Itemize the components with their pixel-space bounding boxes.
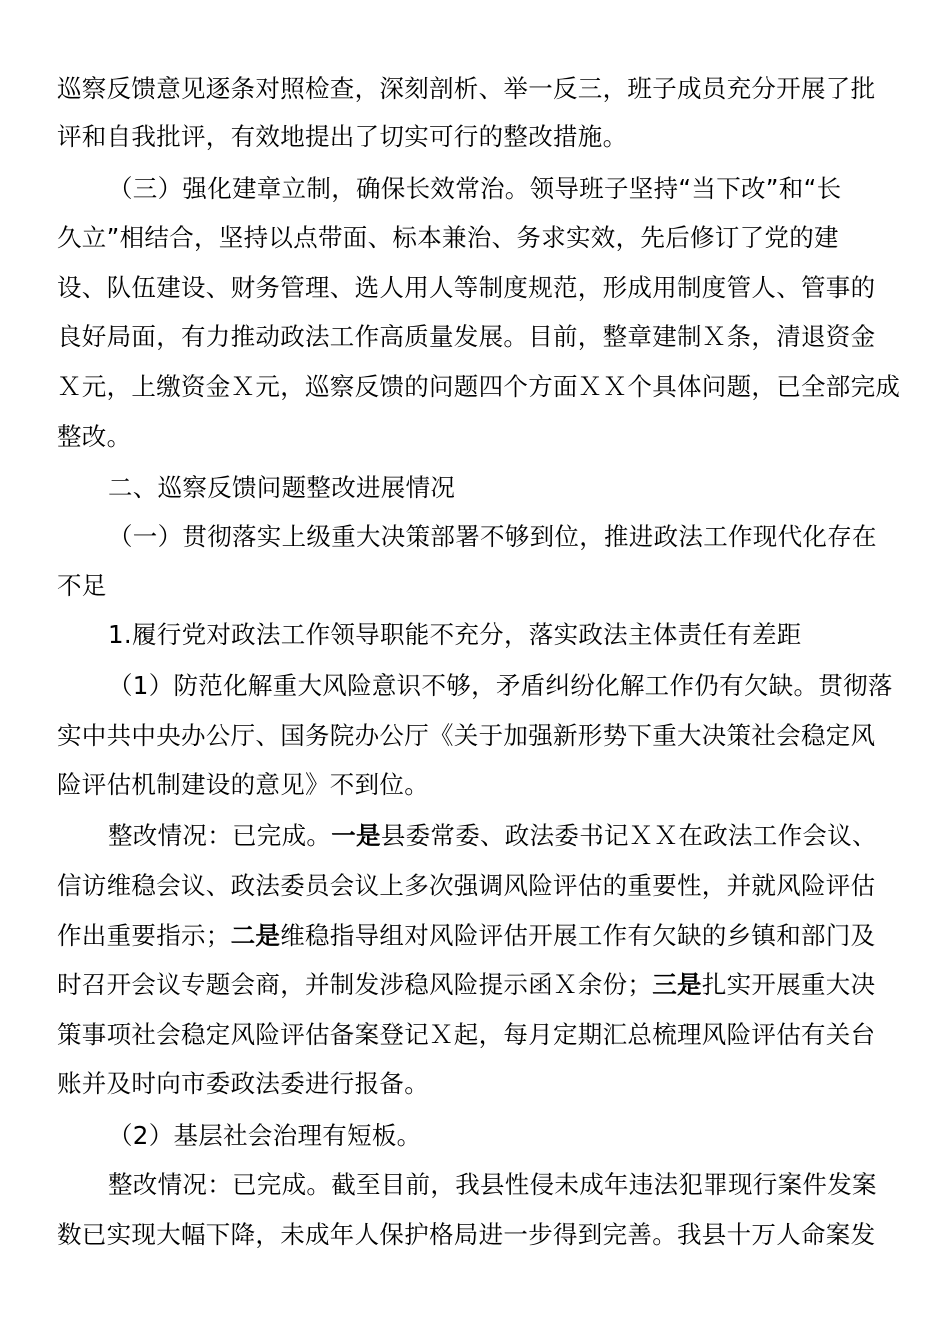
- text-line: 评和自我批评，有效地提出了切实可行的整改措施。: [57, 122, 628, 151]
- text-line: 数已实现大幅下降，未成年人保护格局进一步得到完善。我县十万人命案发: [57, 1220, 876, 1249]
- text-line: 不足: [57, 571, 107, 600]
- rectification-status: 整改情况：已完成。: [108, 821, 332, 850]
- item-heading-1: 1.履行党对政法工作领导职能不充分，落实政法主体责任有差距: [108, 620, 802, 649]
- rectification-paragraph-line: [57, 970, 875, 1000]
- text-line: 整改情况：已完成。截至目前，我县性侵未成年违法犯罪现行案件发案: [108, 1170, 877, 1199]
- text-line: 久立”相结合，坚持以点带面、标本兼治、务求实效，先后修订了党的建: [57, 223, 839, 252]
- subsection-heading-1: （一）贯彻落实上级重大决策部署不够到位，推进政法工作现代化存在: [108, 522, 877, 551]
- section-heading-2: 二、巡察反馈问题整改进展情况: [108, 473, 456, 502]
- second-point-label: 二是: [230, 921, 281, 950]
- text-span: 扎实开展重大决: [701, 970, 876, 999]
- text-span: 作出重要指示；: [57, 921, 231, 950]
- text-line: 险评估机制建设的意见》不到位。: [57, 770, 429, 799]
- text-line: Ｘ元，上缴资金Ｘ元，巡察反馈的问题四个方面ＸＸ个具体问题，已全部完成: [57, 372, 901, 401]
- text-line: 策事项社会稳定风险评估备案登记Ｘ起，每月定期汇总梳理风险评估有关台: [57, 1020, 876, 1049]
- item-subheading-1: （1）防范化解重大风险意识不够，矛盾纠纷化解工作仍有欠缺。贯彻落: [108, 671, 893, 700]
- text-line: 良好局面，有力推动政法工作高质量发展。目前，整章建制Ｘ条，清退资金: [57, 322, 876, 351]
- text-span: 县委常委、政法委书记ＸＸ在政法工作会议、: [380, 821, 877, 850]
- text-line: 巡察反馈意见逐条对照检查，深刻剖析、举一反三，班子成员充分开展了批: [57, 74, 876, 103]
- text-line: 信访维稳会议、政法委员会议上多次强调风险评估的重要性，并就风险评估: [57, 871, 876, 900]
- text-line: 设、队伍建设、财务管理、选人用人等制度规范，形成用制度管人、管事的: [57, 273, 876, 302]
- text-line: 整改。: [57, 422, 132, 451]
- text-span: 维稳指导组对风险评估开展工作有欠缺的乡镇和部门及: [280, 921, 876, 950]
- section-heading-3: （三）强化建章立制，确保长效常治。领导班子坚持“当下改”和“长: [108, 174, 842, 203]
- first-point-label: 一是: [331, 821, 381, 850]
- item-subheading-2: （2）基层社会治理有短板。: [108, 1121, 422, 1150]
- third-point-label: 三是: [652, 970, 702, 999]
- text-span: 时召开会议专题会商，并制发涉稳风险提示函Ｘ余份；: [57, 970, 653, 999]
- text-line: 账并及时向市委政法委进行报备。: [57, 1069, 429, 1098]
- text-line: 实中共中央办公厅、国务院办公厅《关于加强新形势下重大决策社会稳定风: [57, 721, 876, 750]
- rectification-paragraph-line: [57, 921, 875, 951]
- rectification-paragraph-line: [108, 821, 877, 851]
